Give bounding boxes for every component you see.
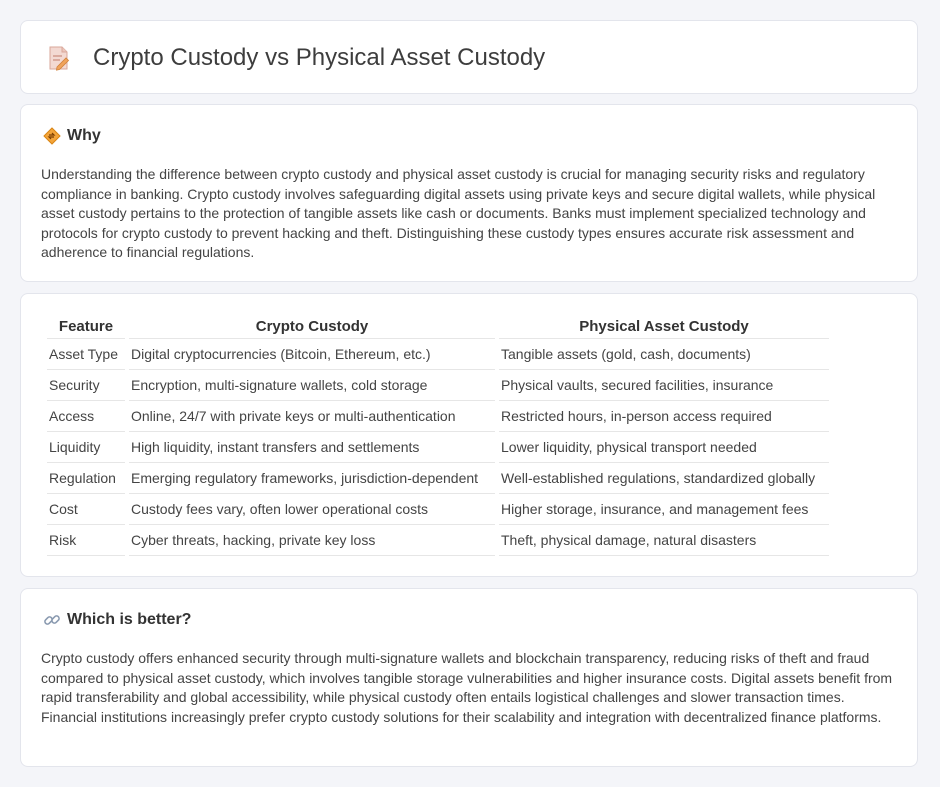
why-body: Understanding the difference between crypto custody and physical asset custody is crucial for managing security risks and regulatory compliance in banking. Crypto custody involves safeguarding digital assets using private keys and secure digital wallets, while physical asset custody pertains to the protection of tangible assets like cash or documents. Banks must implement specialized technology and protocols for crypto custody to prevent hacking and theft. Distinguishing these custody types ensures accurate risk assessment and adherence to financial regulations. [41, 166, 876, 261]
better-heading: Which is better? [67, 611, 192, 628]
feature-cell: Regulation [47, 463, 125, 494]
comparison-table [43, 314, 833, 556]
comparison-table-card [20, 293, 918, 577]
feature-cell: Cost [47, 494, 125, 525]
crypto-cell: Online, 24/7 with private keys or multi-authentication [129, 401, 495, 432]
table-row [47, 432, 829, 463]
column-header: Feature [47, 314, 125, 339]
column-header: Crypto Custody [129, 314, 495, 339]
feature-cell: Risk [47, 525, 125, 556]
which-is-better-section [20, 588, 918, 767]
feature-cell: Access [47, 401, 125, 432]
crypto-cell: Custody fees vary, often lower operational costs [129, 494, 495, 525]
diamond-icon [43, 127, 61, 145]
feature-cell: Asset Type [47, 339, 125, 370]
physical-cell: Lower liquidity, physical transport needed [499, 432, 829, 463]
link-icon [43, 611, 61, 629]
physical-cell: Restricted hours, in-person access required [499, 401, 829, 432]
why-section [20, 104, 918, 282]
physical-cell: Well-established regulations, standardized globally [499, 463, 829, 494]
feature-cell: Liquidity [47, 432, 125, 463]
physical-cell: Tangible assets (gold, cash, documents) [499, 339, 829, 370]
column-header: Physical Asset Custody [499, 314, 829, 339]
better-heading-row [43, 611, 191, 629]
crypto-cell: Cyber threats, hacking, private key loss [129, 525, 495, 556]
table-row [47, 525, 829, 556]
physical-cell: Higher storage, insurance, and management fees [499, 494, 829, 525]
table-row [47, 339, 829, 370]
header-card [20, 20, 918, 94]
crypto-cell: Emerging regulatory frameworks, jurisdiction-dependent [129, 463, 495, 494]
table-row [47, 401, 829, 432]
document-pencil-icon [47, 45, 71, 76]
page-title: Crypto Custody vs Physical Asset Custody [93, 44, 546, 71]
table-header-row [47, 314, 829, 339]
table-row [47, 463, 829, 494]
feature-cell: Security [47, 370, 125, 401]
crypto-cell: High liquidity, instant transfers and settlements [129, 432, 495, 463]
crypto-cell: Digital cryptocurrencies (Bitcoin, Ethereum, etc.) [129, 339, 495, 370]
crypto-cell: Encryption, multi-signature wallets, cold storage [129, 370, 495, 401]
physical-cell: Theft, physical damage, natural disasters [499, 525, 829, 556]
better-body: Crypto custody offers enhanced security through multi-signature wallets and blockchain transparency, reducing risks of theft and fraud compared to physical asset custody, which involves tangible storage vulnerabilities and higher insurance costs. Digital assets benefit from rapid transferability and global accessibility, while physical custody often entails logistical challenges and slower transaction times. Financial institutions increasingly prefer crypto custody solutions for their scalability and integration with decentralized finance platforms. [41, 650, 893, 725]
table-row [47, 370, 829, 401]
why-heading: Why [67, 127, 101, 144]
table-row [47, 494, 829, 525]
physical-cell: Physical vaults, secured facilities, insurance [499, 370, 829, 401]
why-heading-row [43, 127, 101, 145]
